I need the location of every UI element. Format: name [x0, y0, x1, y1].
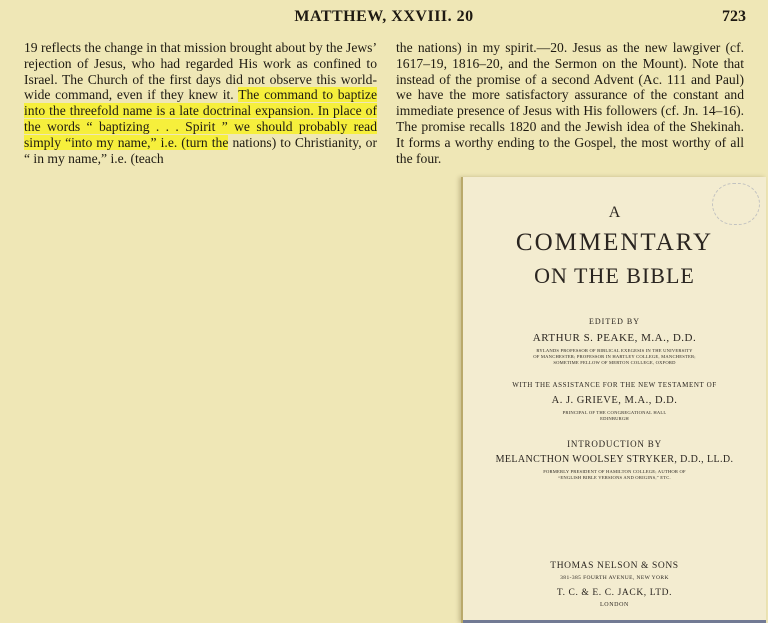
publisher-address: 381-385 FOURTH AVENUE, NEW YORK [560, 575, 669, 581]
editor-credential: RYLANDS PROFESSOR OF BIBLICAL EXEGESIS IN THE UNIVERSITY [536, 348, 693, 353]
assistance-label: WITH THE ASSISTANCE FOR THE NEW TESTAMENT OF [512, 381, 717, 389]
edited-by-label: EDITED BY [589, 317, 640, 326]
assistant-credential: PRINCIPAL OF THE CONGREGATIONAL HALL [562, 410, 667, 415]
chapter-reference: MATTHEW, XXVIII. 20 [294, 8, 474, 25]
editor-credential: OF MANCHESTER; PROFESSOR IN HARTLEY COLLEGE, MANCHESTER; [533, 354, 696, 359]
right-text-column [396, 40, 744, 166]
introducer-credential: FORMERLY PRESIDENT OF HAMILTON COLLEGE; AUTHOR OF [543, 469, 686, 474]
co-publisher: T. C. & E. C. JACK, LTD. [556, 588, 673, 598]
editor-name: ARTHUR S. PEAKE, M.A., D.D. [532, 332, 697, 344]
left-text-column [24, 40, 377, 166]
introducer-credential: “ENGLISH BIBLE VERSIONS AND ORIGINS,” ETC. [558, 475, 671, 480]
title-page-image [461, 177, 766, 623]
book-subtitle: ON THE BIBLE [534, 263, 695, 288]
editor-credential: SOMETIME FELLOW OF MERTON COLLEGE, OXFORD [553, 360, 676, 365]
page-number: 723 [722, 8, 746, 25]
assistant-name: A. J. GRIEVE, M.A., D.D. [551, 395, 678, 406]
text-after-highlight: nations) to Christianity, or “ in my name,” i.e. (teach [24, 134, 377, 166]
introducer-name: MELANCTHON WOOLSEY STRYKER, D.D., LL.D. [495, 454, 734, 465]
book-title: COMMENTARY [515, 229, 714, 256]
publisher-city: LONDON [600, 602, 629, 608]
right-paragraph: the nations) in my spirit.—20. Jesus as the new lawgiver (cf. 1617–19, 1816–20, and the Sermon on the Mount). Note that instead of the promise of a second Advent (Ac. 111 and Paul) we have the more satisfactory assurance of the constant and immediate presence of Jesus with His followers (cf. Jn. 14–16). The promise recalls 1820 and the Jewish idea of the Shekinah. It forms a worthy ending to the Gospel, the most worthy of all the four. [396, 40, 744, 166]
text-before-highlight: 19 reflects the change in that mission brought about by the Jews’ rejection of Jesus, who had regarded His work as confined to Israel. The Church of the first days did not observe this world-wide command, even if they knew it. [24, 40, 377, 103]
running-head [0, 8, 768, 30]
assistant-credential: EDINBURGH [600, 416, 629, 421]
title-article: A [608, 204, 621, 221]
publisher: THOMAS NELSON & SONS [550, 561, 679, 571]
highlighted-passage[interactable]: The command to baptize into the threefold name is a late doctrinal expansion. In place of the words “ baptizing . . . Spirit ” we should probably read simply “into my name,” i.e. (turn the [24, 87, 377, 150]
left-paragraph [24, 40, 377, 166]
introduction-label: INTRODUCTION BY [567, 439, 662, 449]
